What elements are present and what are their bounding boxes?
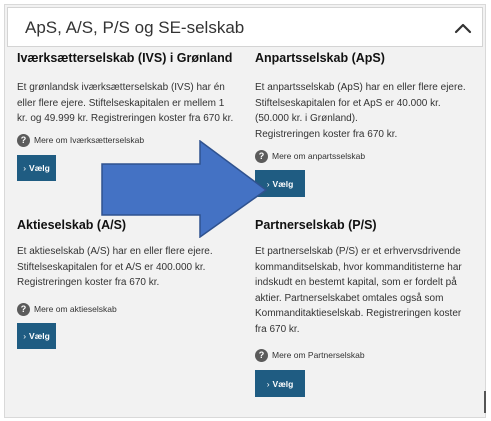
card-description <box>17 80 242 127</box>
choose-button-label: Vælg <box>272 378 294 389</box>
choose-as-button[interactable] <box>17 323 56 349</box>
description-line: (50.000 kr. i Grønland). <box>255 113 358 125</box>
scrollbar-mark <box>484 391 486 413</box>
chevron-up-icon[interactable] <box>453 19 473 37</box>
description-line: aktier. Partnerselskabet omtales også som <box>255 292 444 304</box>
description-line: Registreringen koster fra 670 kr. <box>17 277 160 289</box>
more-link-label: Mere om Partnerselskab <box>272 350 365 360</box>
card-title: Anpartsselskab (ApS) <box>255 51 385 65</box>
choose-button-label: Vælg <box>272 178 294 189</box>
more-link-label: Mere om Iværksætterselskab <box>34 135 145 145</box>
choose-ivs-button[interactable] <box>17 155 56 181</box>
description-line: Et grønlandsk iværksætterselskab (IVS) har én <box>17 82 225 93</box>
description-line: Stiftelseskapitalen for et A/S er 400.000 kr. <box>17 261 206 273</box>
card-title: Partnerselskab (P/S) <box>255 218 377 232</box>
help-icon: ? <box>17 303 30 316</box>
help-icon: ? <box>255 349 268 362</box>
description-line: eller flere ejere. Stiftelseskapitalen er mellem 1 <box>17 97 225 109</box>
help-icon: ? <box>255 150 268 163</box>
accordion-title: ApS, A/S, P/S og SE-selskab <box>25 18 245 37</box>
card-aps <box>255 51 480 201</box>
chevron-right-icon: › <box>266 178 270 189</box>
chevron-right-icon: › <box>23 331 27 341</box>
more-link-aps[interactable] <box>255 149 365 163</box>
card-description <box>17 244 242 291</box>
more-link-as[interactable] <box>17 302 117 316</box>
description-line: indskudt en bestemt kapital, som er fordelt på <box>255 277 457 289</box>
card-description <box>255 80 480 142</box>
annotation-arrow-icon <box>100 140 268 238</box>
card-title: Aktieselskab (A/S) <box>17 218 127 232</box>
description-line: Stiftelseskapitalen for et ApS er 40.000 kr. <box>255 97 441 109</box>
description-line: Kommanditaktieselskab. Registreringen koster <box>255 308 462 320</box>
choose-button-label: Vælg <box>29 163 50 173</box>
accordion-header[interactable] <box>7 7 483 47</box>
description-line: Et anpartsselskab (ApS) har en eller flere ejere. <box>255 82 466 93</box>
description-line: kommanditselskab, hvor kommanditisterne har <box>255 261 462 273</box>
description-line: Et aktieselskab (A/S) har en eller flere ejere. <box>17 246 213 257</box>
card-as <box>17 218 242 353</box>
more-link-label: Mere om anpartsselskab <box>272 151 366 161</box>
card-ps <box>255 218 483 400</box>
description-line: Registreringen koster fra 670 kr. <box>255 128 398 140</box>
chevron-right-icon: › <box>266 378 270 389</box>
card-title: Iværksætterselskab (IVS) i Grønland <box>17 51 233 65</box>
more-link-label: Mere om aktieselskab <box>34 304 117 314</box>
help-icon: ? <box>17 134 30 147</box>
card-description <box>255 244 483 338</box>
chevron-right-icon: › <box>23 163 27 173</box>
description-line: Et partnerselskab (P/S) er et erhvervsdrivende <box>255 246 461 257</box>
choose-button-label: Vælg <box>29 331 50 341</box>
description-line: kr. og 49.999 kr. Registreringen koster fra 670 kr. <box>17 113 234 125</box>
choose-ps-button[interactable] <box>255 370 305 397</box>
more-link-ps[interactable] <box>255 348 365 362</box>
description-line: fra 670 kr. <box>255 323 300 335</box>
